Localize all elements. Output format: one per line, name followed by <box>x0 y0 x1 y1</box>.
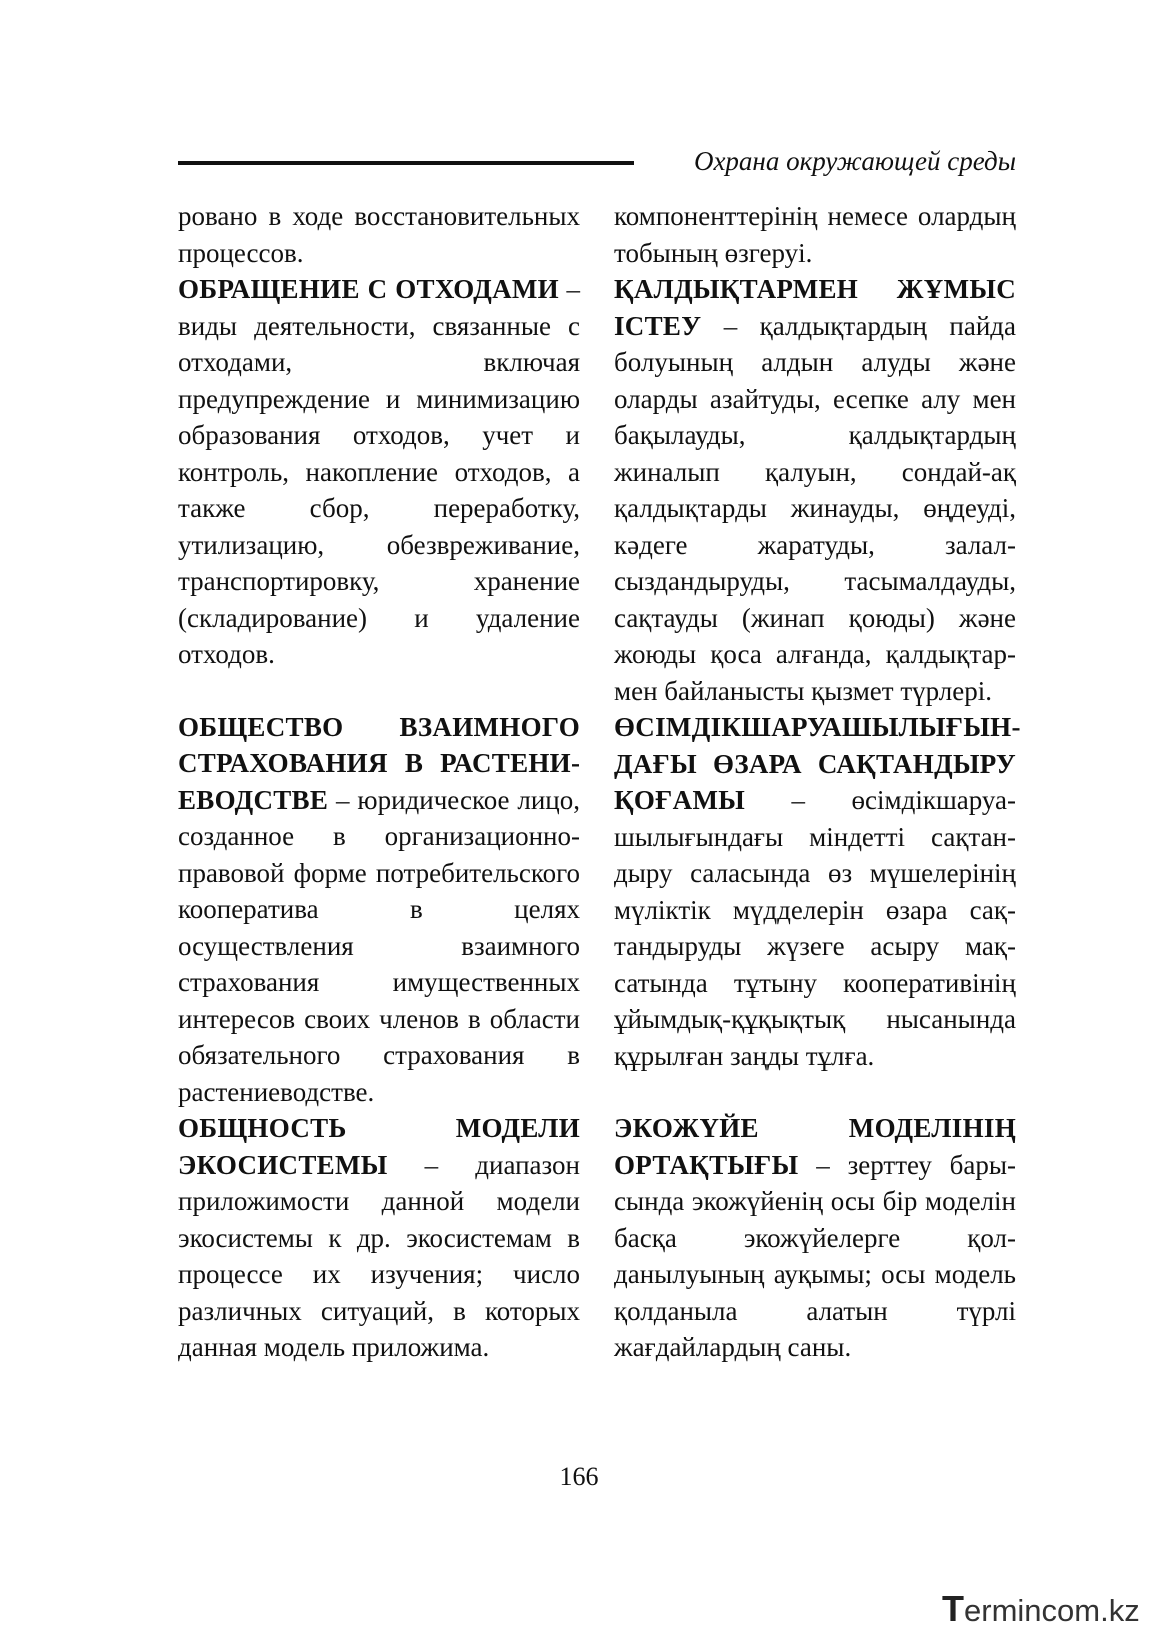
entry-definition: – виды деятельности, связанные с отходами, включая предупреждение и минимизацию образования отходов, учет и контроль, накопление отходов, а также сбор, переработку, утилизацию, обезвреживание, транспортировку, хранение (складирование) и удаление отходов. <box>178 274 580 669</box>
entry-definition: – юридическое лицо, созданное в организационно-правовой форме потребительского кооператива в целях осуществления взаимного страхования имущественных интересов своих членов в области обязательного страхования в растениеводстве. <box>178 784 580 1107</box>
entry-definition: – зерттеу барысында экожүйенің осы бір моделін басқа экожүйелерге қолданылуының ауқымы; осы модель қолданыла алатын түрлі жағдайлардың саны. <box>614 1149 1016 1362</box>
glossary-entry <box>178 1110 580 1366</box>
watermark-logo-text: ermincom.kz <box>964 1593 1140 1628</box>
entry-definition: – өсімдікшаруашылығындағы міндетті сақтандыру саласында өз мүшелерінің мүліктік мүдделерін өзара сақтандыруды жүзеге асыру мақсатында тұтыну кооперативінің ұйымдық-құқықтық нысанында құрылған заңды тұлға. <box>614 785 1016 1071</box>
running-title: Охрана окружающей среды <box>693 146 1016 176</box>
header-rule <box>178 161 634 165</box>
glossary-entry <box>614 1110 1016 1366</box>
watermark-logo-letter: T <box>942 1588 964 1629</box>
glossary-entry <box>614 271 1016 709</box>
entry-term: ҚАЛДЫҚТАРМЕН ЖҰМЫС ІСТЕУ <box>614 274 1016 341</box>
entry-term: ОБЩЕСТВО ВЗАИМНОГО СТРАХОВАНИЯ В РАСТЕНИЕВОДСТВЕ <box>178 711 580 815</box>
entry-term: ОБРАЩЕНИЕ С ОТХОДАМИ <box>178 274 559 304</box>
entry-term: ОБЩНОСТЬ МОДЕЛИ ЭКОСИСТЕМЫ <box>178 1113 580 1180</box>
left-column <box>178 198 580 1366</box>
entry-term: ЭКОЖҮЙЕ МОДЕЛІНІҢ ОРТАҚТЫҒЫ <box>614 1113 1016 1180</box>
right-column <box>614 198 1021 1366</box>
glossary-entry <box>178 271 580 673</box>
continuation-text: ровано в ходе восстановительных процессов. <box>178 201 580 268</box>
entry-definition: – диапазон приложимости данной модели экосистемы к др. экосистемам в процессе их изучения; число различных ситуаций, в которых данная модель приложима. <box>178 1149 580 1362</box>
watermark-logo[interactable] <box>942 1588 1142 1628</box>
spacer <box>178 673 580 709</box>
page-number: 166 <box>559 1462 599 1491</box>
glossary-entry <box>178 709 580 1111</box>
entry-definition: – қалдықтардың пайда болуының алдын алуды және оларды азайтуды, есепке алу мен бақылауды, қалдықтардың жиналып қалуын, сондай-ақ қалдықтарды жинауды, өңдеуді, кәдеге жаратуды, залалсыздандыруды, тасымалдауды, сақтауды (жинап қоюды) және жоюды қоса алғанда, қалдықтармен байланысты қызмет түрлері. <box>614 310 1016 706</box>
entry-term: ӨСІМДІКШАРУАШЫЛЫҒЫНДАҒЫ ӨЗАРА САҚТАНДЫРУ ҚОҒАМЫ <box>614 712 1021 815</box>
continuation-text: компоненттерінің немесе олардың тобының өзгеруі. <box>614 201 1016 268</box>
glossary-entry <box>614 709 1021 1074</box>
spacer <box>614 1074 1016 1110</box>
